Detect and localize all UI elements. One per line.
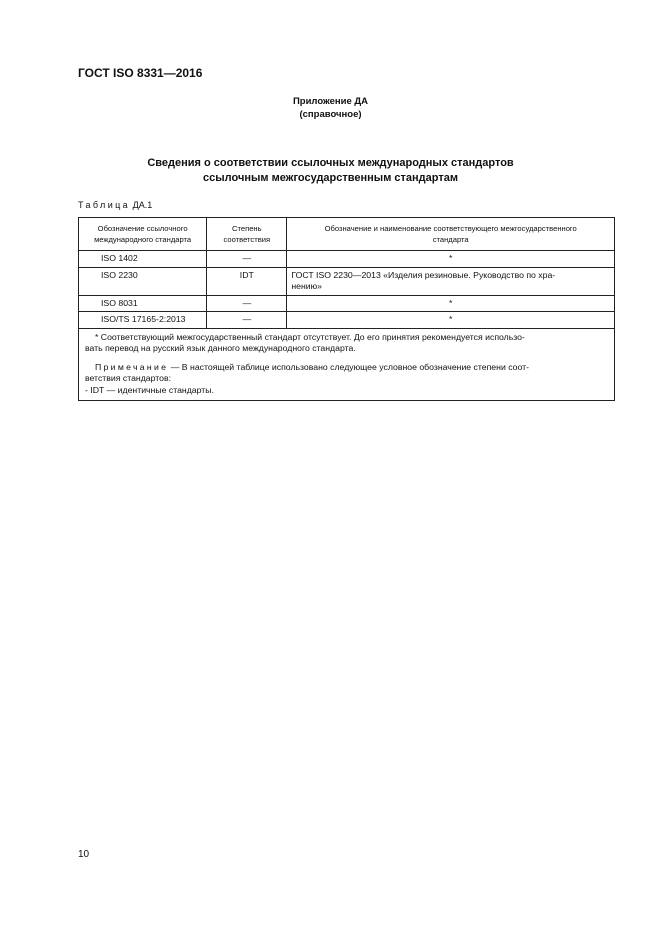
header-col1-line1: Обозначение ссылочного (97, 224, 188, 233)
cell-name-text: * (448, 297, 453, 308)
appendix-title: Приложение ДА (292, 96, 369, 107)
cell-degree (207, 267, 287, 295)
cell-degree-text: — (242, 314, 252, 324)
cell-name (287, 295, 615, 312)
cell-name-line1: ГОСТ ISO 2230—2013 «Изделия резиновые. Руководство по хра- (291, 269, 556, 280)
cell-name-text: * (448, 253, 453, 263)
cell-degree-text: — (242, 253, 252, 263)
cell-code (79, 251, 207, 268)
table-caption (78, 200, 152, 210)
cell-code (79, 312, 207, 329)
cell-name-line2: нению» (291, 281, 323, 291)
section-heading-line2: ссылочным межгосударственным стандартам (203, 172, 458, 184)
header-col-reference (79, 218, 207, 251)
section-heading (0, 156, 661, 186)
cell-code-text: ISO/TS 17165-2:2013 (101, 314, 186, 324)
cell-degree (207, 312, 287, 329)
note-line1 (85, 362, 608, 374)
cell-degree (207, 295, 287, 312)
table-row (79, 312, 615, 329)
note-label: Примечание (95, 361, 169, 372)
table-row (79, 295, 615, 312)
standards-table (78, 217, 615, 401)
document-code: ГОСТ ISO 8331—2016 (78, 66, 203, 80)
table-caption-word: Таблица (78, 200, 131, 210)
header-col-degree (207, 218, 287, 251)
note-line3: - IDT — идентичные стандарты. (85, 384, 214, 395)
header-col1-line2: международного стандарта (94, 235, 192, 244)
table-footnote-row (79, 328, 615, 401)
header-col3-line1: Обозначение и наименование соответствующего межгосударственного (324, 224, 577, 233)
appendix-subtitle: (справочное) (299, 109, 362, 120)
note-text: — В настоящей таблице использовано следующее условное обозначение степени соот- (168, 361, 529, 372)
cell-code-text: ISO 8031 (101, 297, 138, 308)
table-caption-id: ДА.1 (132, 200, 153, 210)
cell-code-text: ISO 2230 (101, 269, 138, 280)
section-heading-line1: Сведения о соответствии ссылочных международных стандартов (147, 157, 514, 169)
cell-name-text: * (448, 314, 453, 324)
table-row (79, 267, 615, 295)
header-col-interstate (287, 218, 615, 251)
note-line2: ветствия стандартов: (85, 373, 171, 383)
cell-code (79, 267, 207, 295)
header-col2-line2: соответствия (223, 235, 271, 244)
page-number: 10 (78, 849, 90, 860)
table-header-row (79, 218, 615, 251)
cell-name (287, 312, 615, 329)
cell-degree (207, 251, 287, 268)
footnote-line1: * Соответствующий межгосударственный стандарт отсутствует. До его принятия рекомендуется использо- (95, 331, 525, 342)
cell-degree-text: — (242, 297, 252, 308)
footnote-line2: вать перевод на русский язык данного международного стандарта. (85, 343, 356, 353)
header-col3-line2: стандарта (432, 235, 469, 244)
cell-name (287, 267, 615, 295)
table-footnote (79, 328, 615, 401)
cell-name (287, 251, 615, 268)
cell-code (79, 295, 207, 312)
header-col2-line1: Степень (232, 224, 262, 233)
cell-code-text: ISO 1402 (101, 253, 138, 263)
cell-degree-text: IDT (239, 269, 254, 280)
table-row (79, 251, 615, 268)
